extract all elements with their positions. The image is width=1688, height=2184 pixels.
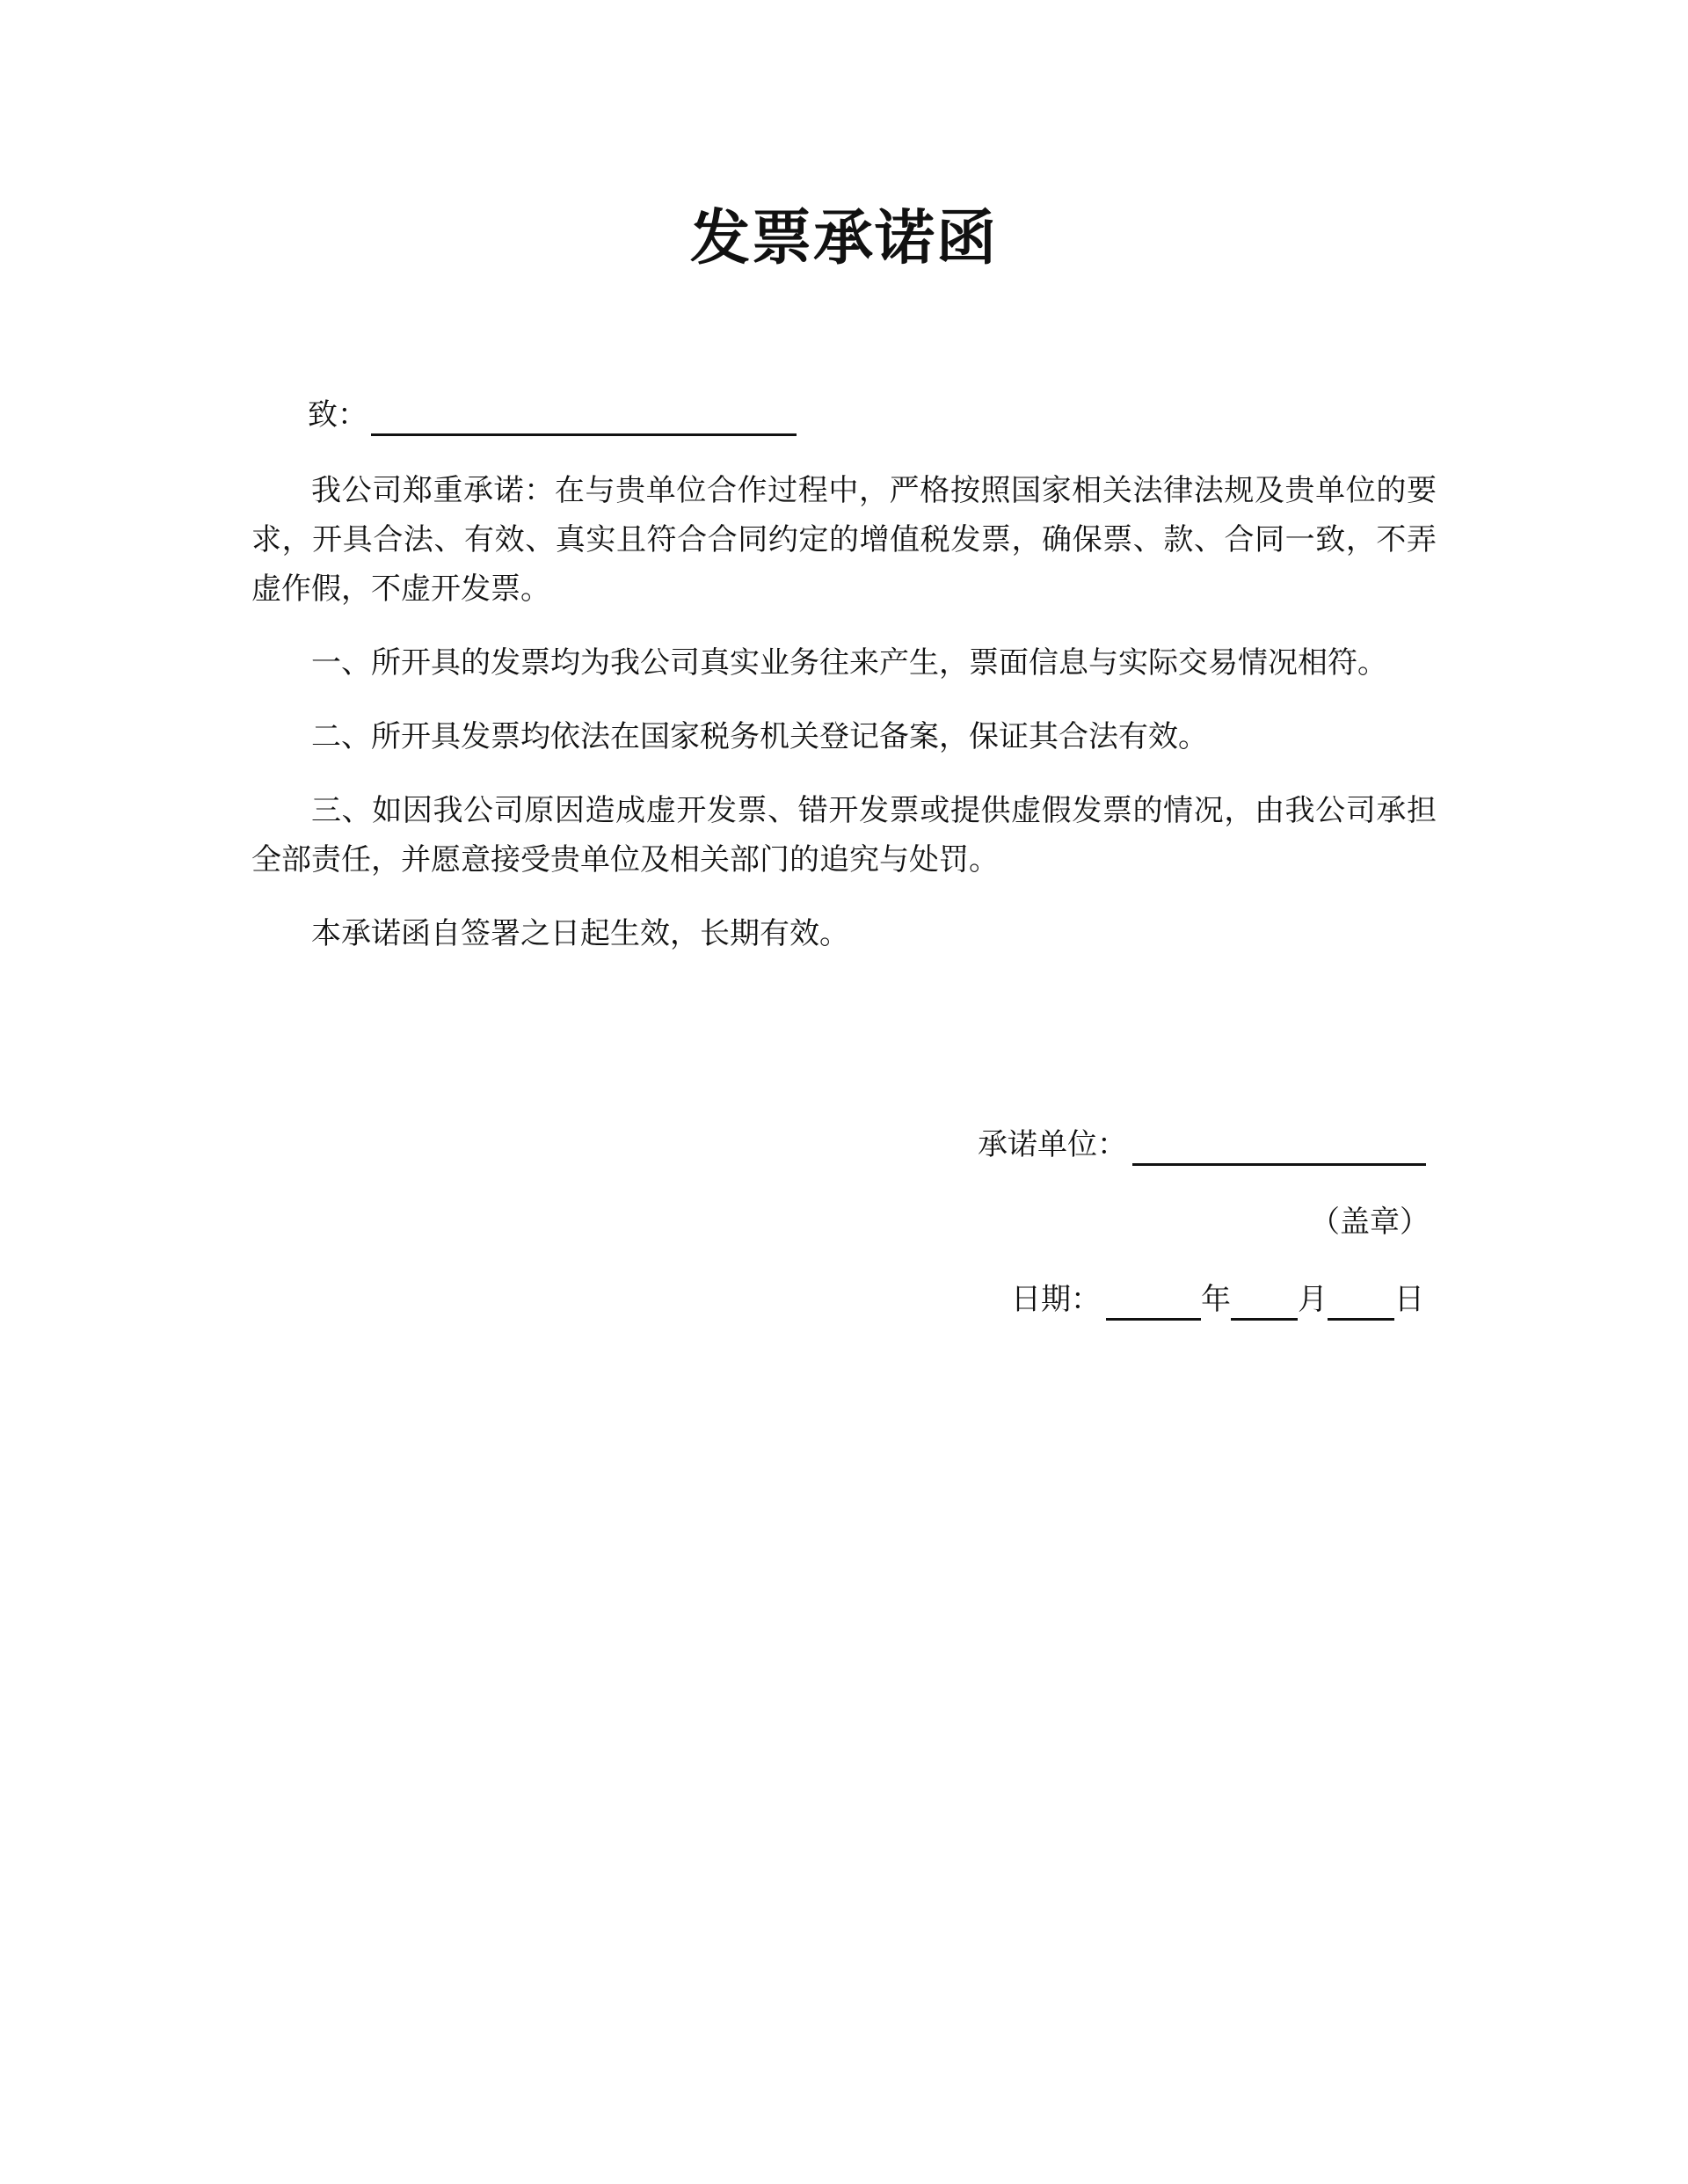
date-row <box>1011 1278 1424 1321</box>
date-month-blank[interactable] <box>1231 1283 1298 1321</box>
month-label: 月 <box>1298 1282 1328 1317</box>
addressee-blank[interactable] <box>371 398 797 436</box>
date-day-blank[interactable] <box>1328 1283 1394 1321</box>
document-body <box>251 466 1437 983</box>
paragraph-item-2: 二、所开具发票均依法在国家税务机关登记备案，保证其合法有效。 <box>311 719 1208 754</box>
day-label: 日 <box>1394 1282 1424 1317</box>
date-year-blank[interactable] <box>1106 1283 1201 1321</box>
addressee-row <box>308 394 797 436</box>
paragraph-effective: 本承诺函自签署之日起生效，长期有效。 <box>311 916 849 951</box>
signature-unit-blank[interactable] <box>1132 1128 1426 1166</box>
signature-unit-label: 承诺单位： <box>978 1127 1127 1162</box>
document-title: 发票承诺函 <box>689 203 998 273</box>
paragraph-intro: 我公司郑重承诺：在与贵单位合作过程中，严格按照国家相关法律法规及贵单位的要求，开具合法、有效、真实且符合合同约定的增值税发票，确保票、款、合同一致，不弄虚作假，不虚开发票。 <box>251 473 1437 607</box>
date-label: 日期： <box>1011 1282 1101 1317</box>
year-label: 年 <box>1201 1282 1231 1317</box>
paragraph-item-3: 三、如因我公司原因造成虚开发票、错开发票或提供虚假发票的情况，由我公司承担全部责任，并愿意接受贵单位及相关部门的追究与处罚。 <box>251 793 1437 877</box>
signature-unit-row <box>978 1124 1426 1166</box>
addressee-label: 致： <box>308 397 367 433</box>
seal-note: （盖章） <box>1310 1205 1430 1240</box>
paragraph-item-1: 一、所开具的发票均为我公司真实业务往来产生，票面信息与实际交易情况相符。 <box>311 645 1387 681</box>
